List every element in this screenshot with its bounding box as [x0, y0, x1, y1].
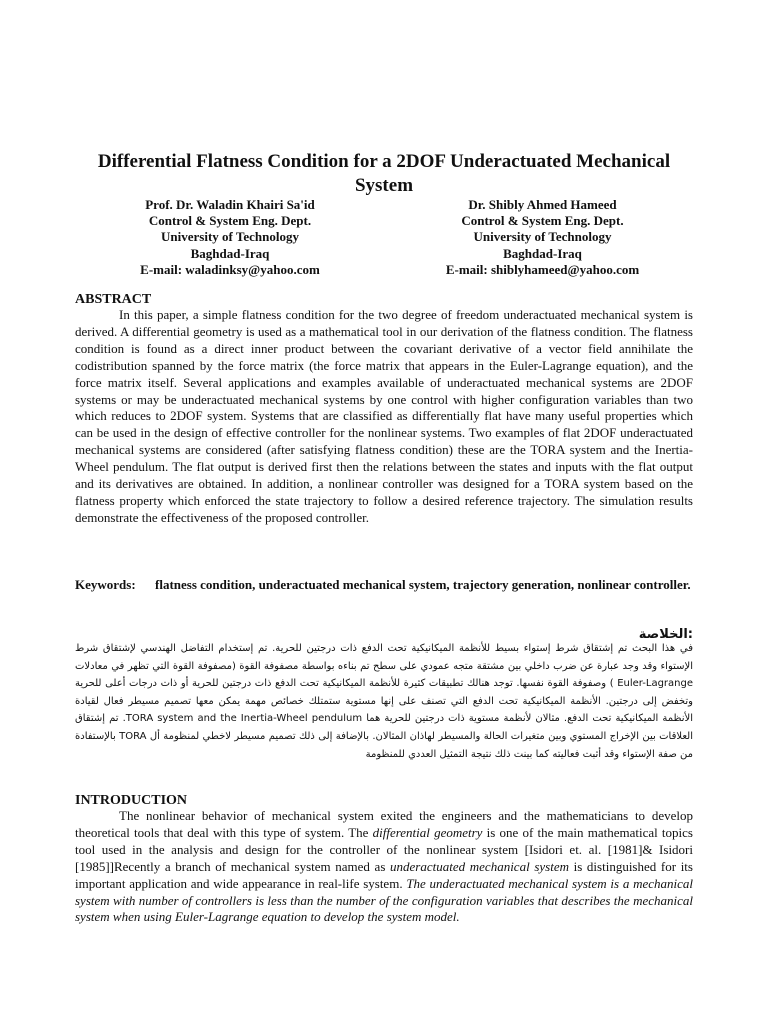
keywords-label: Keywords: — [75, 577, 136, 592]
arabic-abstract-text: في هذا البحث تم إشتقاق شرط إستواء بسيط للأنظمة الميكانيكية تحت الدفع ذات درجتين للحرية. تم إستخدام التفاضل الهندسي لإشتقاق شرط الإستواء وقد وجد عبارة عن ضرب داخلي بين مشتقة متجه عمودي على سطح تم بناءه بواسطة مصفوفة القوة (مصفوفة القوة التي تظهر في معادلات Euler-Lagrange ) وصفوفة القوة نفسها. توجد هنالك تطبيقات كثيرة للأنظمة الميكانيكية تحت الدفع ذات درجتين للحرية أو ذات درجات أعلى للحرية وتخفض إلى درجتين. الأنظمة الميكانيكية تحت الدفع التي تصنف على إنها مستوية ستمتلك خصائص مهمة يمكن معها تصميم مسيطر فعال لقيادة الأنظمة الميكانيكية تحت الدفع. مثالان لأنظمة مستوية ذات درجتين للحرية هما TORA system and the Inertia-Wheel pendulum. تم إشتقاق العلاقات بين الإخراج المستوي وبين متغيرات الحالة والمسيطر لهاذان المثالان. بالإضافة إلى ذلك تصميم مسيطر لاخطي لمنظومة أل TORA بالإستفادة من صفة الإستواء وقد أثبت فعاليته كما بينت ذلك نتيجة التمثيل العددي للمنظومة — [75, 643, 694, 760]
author-name: Dr. Shibly Ahmed Hameed — [468, 197, 617, 212]
intro-text-2: is one of the main mathematical topics tool used in the analysis and design for the controller of the nonlinear system [Isidori et. al. [1981]& Isidori [1985]]Recently a branch of mechanical system named as — [75, 824, 693, 874]
intro-emph-2: underactuated mechanical system — [390, 858, 569, 874]
abstract-body — [75, 307, 693, 527]
author-city: Baghdad-Iraq — [190, 245, 270, 261]
introduction-heading: INTRODUCTION — [75, 793, 188, 808]
intro-text-1: The nonlinear behavior of mechanical system exited the engineers and the mathematicians to develop theoretical tools that deal with this type of system. The — [75, 808, 693, 840]
arabic-abstract-heading: الخلاصة: — [638, 627, 693, 642]
intro-emph-1: differential geometry — [372, 824, 483, 840]
introduction-body — [75, 808, 693, 926]
author-dept: Control & System Eng. Dept. — [148, 213, 312, 229]
author-university: University of Technology — [473, 229, 612, 245]
paper-title: Differential Flatness Condition for a 2DOF Underactuated Mechanical System — [97, 151, 671, 196]
author-city: Baghdad-Iraq — [503, 245, 582, 261]
intro-text-3: is distinguished for its important application and wide appearance in real-life system. — [75, 858, 693, 891]
keywords — [75, 576, 693, 593]
keywords-text: flatness condition, underactuated mechanical system, trajectory generation, nonlinear controller. — [155, 577, 691, 592]
author-email: E-mail: shiblyhameed@yahoo.com — [445, 261, 640, 277]
author-dept: Control & System Eng. Dept. — [461, 213, 624, 229]
author-name: Prof. Dr. Waladin Khairi Sa'id — [145, 197, 315, 212]
intro-emph-3: The underactuated mechanical system is a mechanical system with number of controllers is less than the number of the configuration variables that describes the mechanical system when using Euler-Lagrange equation to develop the system model. — [75, 875, 694, 925]
author-block-1 — [110, 197, 350, 278]
introduction-text — [75, 808, 693, 926]
author-university: University of Technology — [161, 229, 299, 245]
author-email: E-mail: waladinksy@yahoo.com — [140, 261, 320, 277]
abstract-text: In this paper, a simple flatness condition for the two degree of freedom underactuated mechanical system is derived. A differential geometry is used as a mathematical tool in our derivation of the flatness condition. The flatness condition is found as a direct inner product between the covariant derivative of a vector field annihilate the codistribution spanned by the force matrix (the force matrix that appears in the Euler-Lagrange equation), and the force matrix itself. Several applications and examples available of underactuated mechanical systems are 2DOF systems or may be underactuated mechanical systems by one control with higher configuration variables than two which reduces to 2DOF system. Systems that are classified as differentially flat have many useful properties which can be used in the design of effective controller for the nonlinear systems. Two examples of flat 2DOF underactuated mechanical systems are considered (after satisfying flatness condition) these are the TORA system and the Inertia-Wheel pendulum. The flat output is derived first then the relations between the states and inputs with the flat output and its derivatives are obtained. In addition, a nonlinear controller was designed for a TORA system based on the flatness property which enforced the state trajectory to follow a desired reference trajectory. The simulation results demonstrate the effectiveness of the proposed controller. — [75, 307, 693, 525]
arabic-abstract-body — [75, 640, 693, 763]
abstract-heading: ABSTRACT — [75, 292, 152, 307]
author-block-2 — [420, 197, 665, 278]
